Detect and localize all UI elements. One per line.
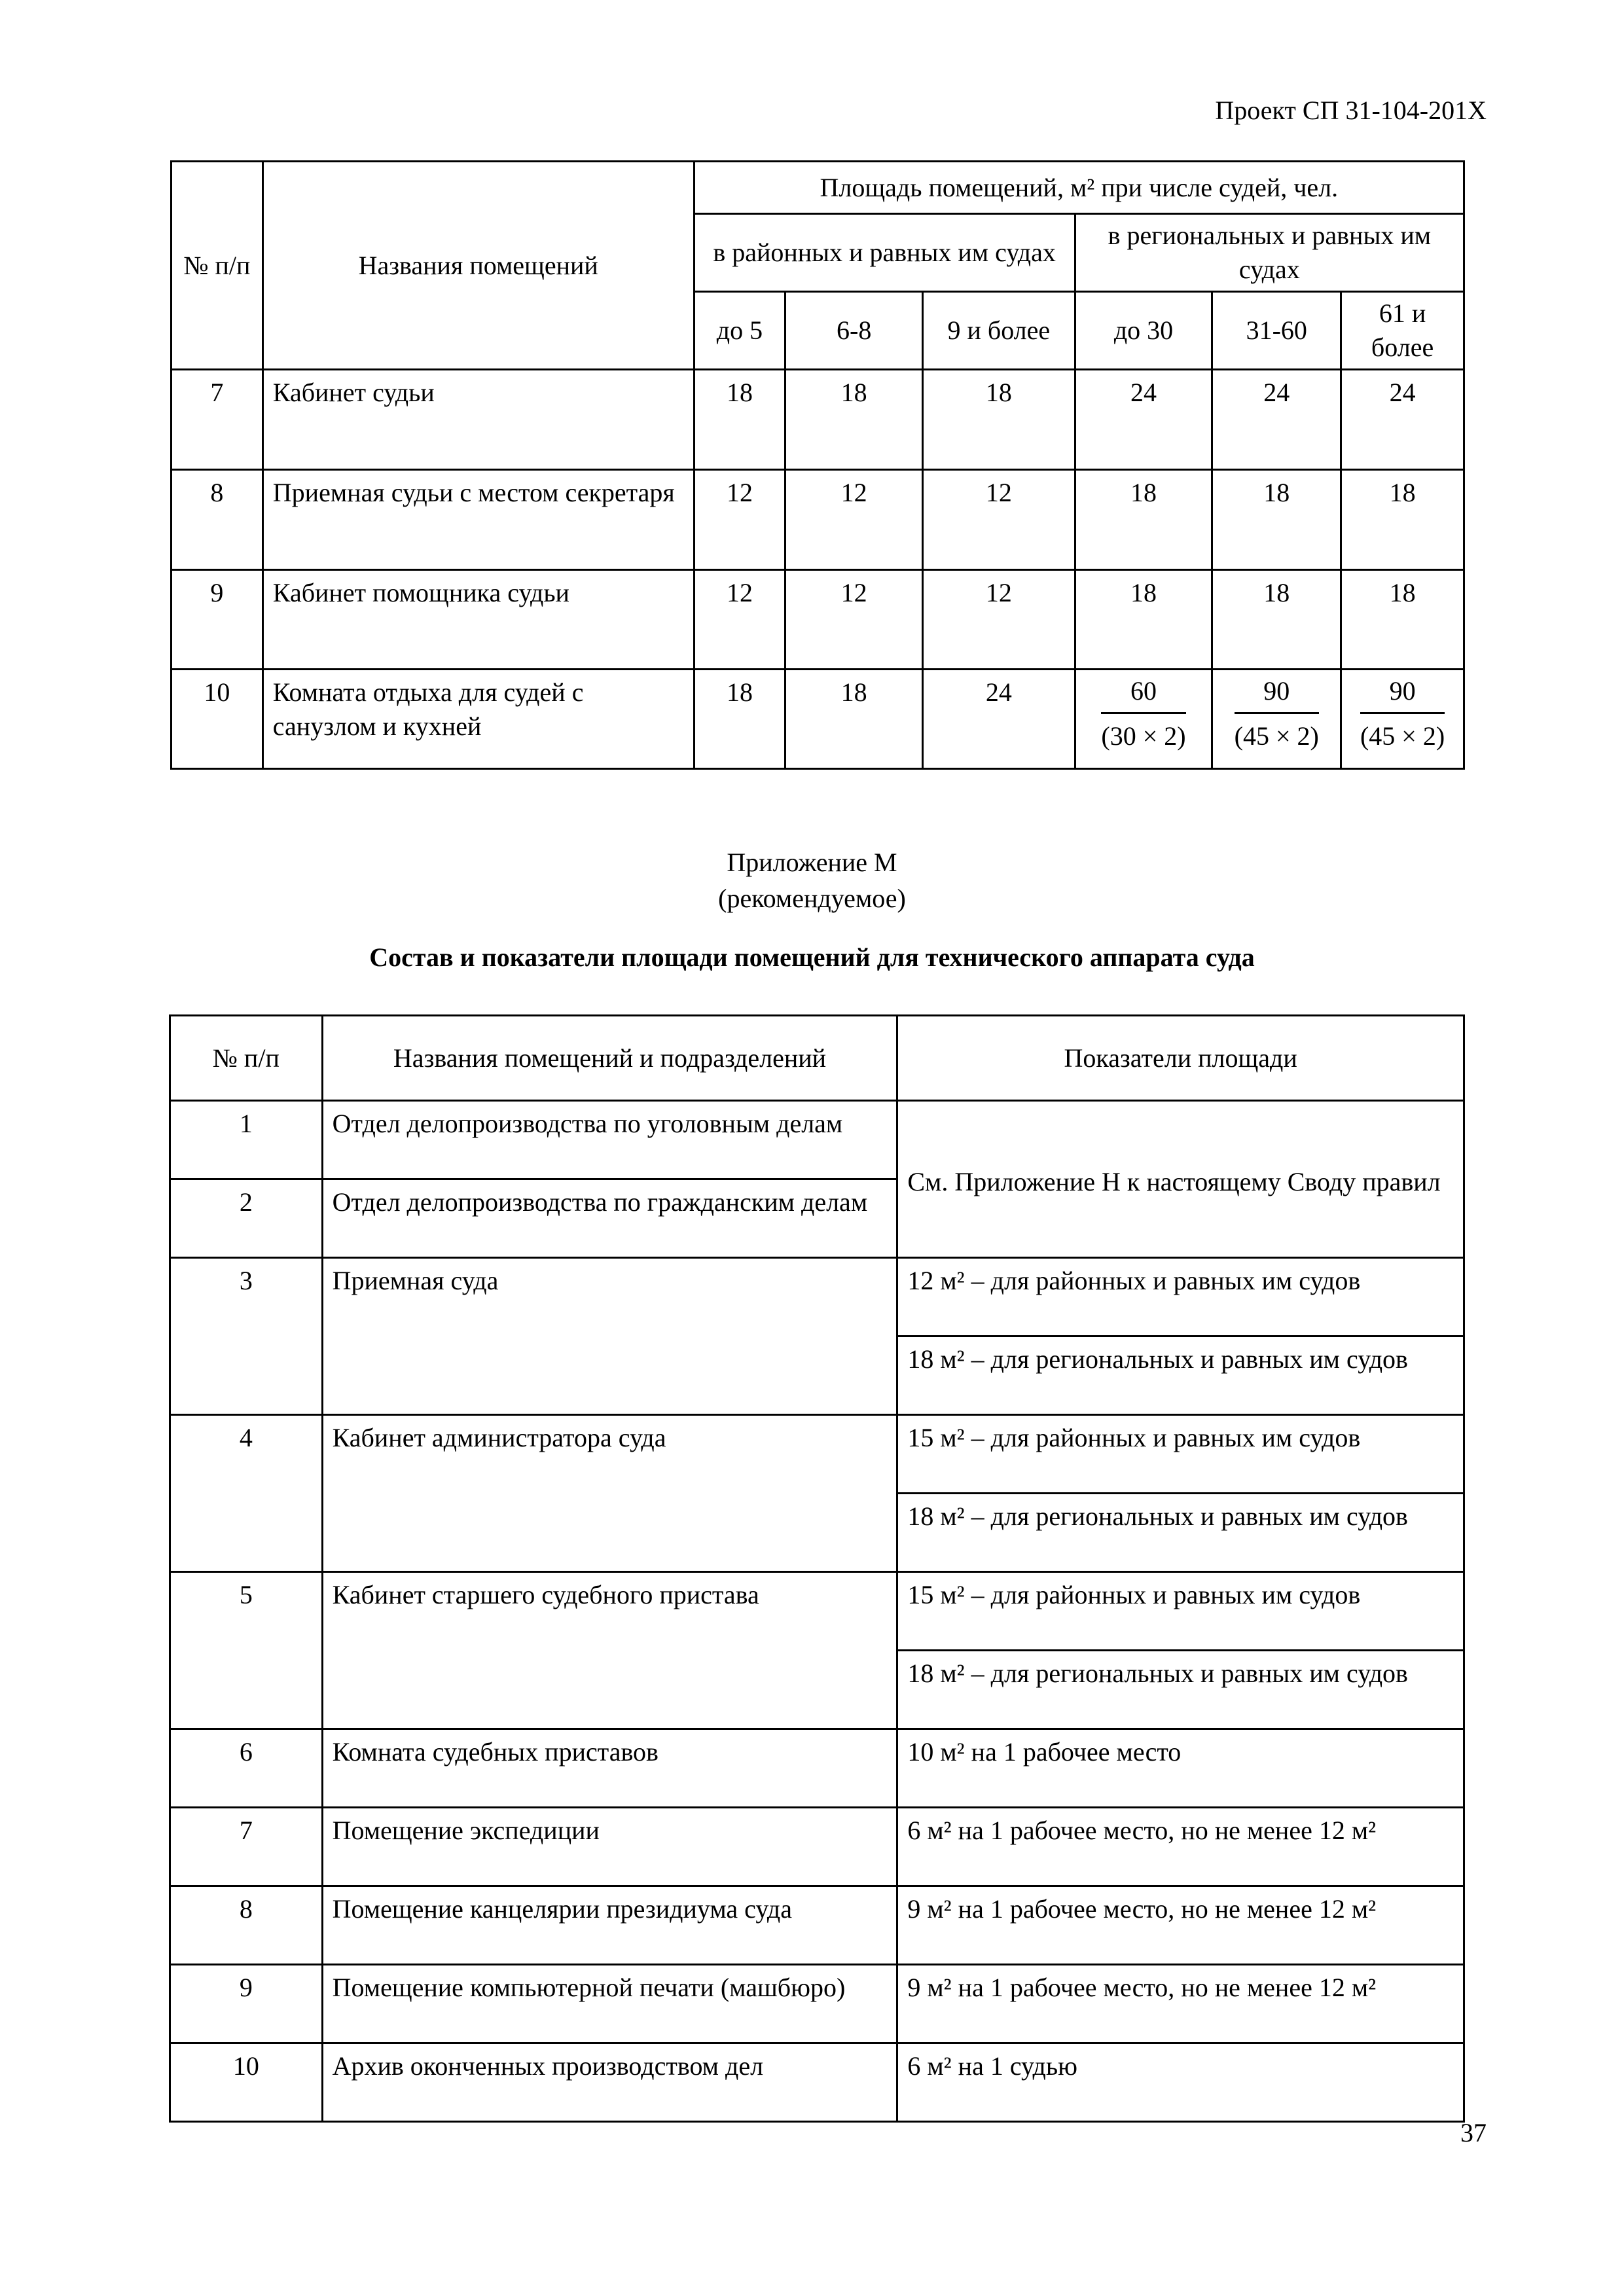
subcol-31-60: 31-60 [1212,292,1341,370]
area-indicator: 18 м² – для региональных и равных им судов [897,1494,1464,1572]
area-indicator: 12 м² – для районных и равных им судов [897,1258,1464,1336]
fraction-denominator: (30 × 2) [1101,721,1186,751]
table-row [170,1415,1464,1494]
running-header: Проект СП 31-104-201X [1215,96,1487,125]
area-value: 18 [785,670,923,769]
area-value: 24 [1075,370,1212,470]
area-indicator: 6 м² на 1 рабочее место, но не менее 12 м² [897,1808,1464,1886]
area-indicator: 6 м² на 1 судью [897,2043,1464,2122]
fraction-numerator: 90 [1360,673,1445,714]
row-number: 4 [170,1415,323,1572]
group-header-regional-courts: в региональных и равных им судах [1075,214,1464,292]
row-number: 10 [170,2043,323,2122]
appendix-subtitle: (рекомендуемое) [718,884,906,914]
room-name: Помещение канцелярии президиума суда [322,1886,897,1965]
area-value: 12 [922,570,1075,670]
appendix-heading [0,844,1624,916]
area-value: 18 [1212,570,1341,670]
room-name: Кабинет администратора суда [322,1415,897,1572]
room-name: Отдел делопроизводства по гражданским делам [322,1179,897,1258]
col-header-room-name: Названия помещений [262,162,694,370]
fraction-numerator: 60 [1101,673,1185,714]
row-number: 7 [171,370,263,470]
area-indicator: 18 м² – для региональных и равных им судов [897,1336,1464,1415]
room-name: Комната судебных приставов [322,1729,897,1808]
row-number: 8 [171,470,263,570]
row-number: 2 [170,1179,323,1258]
area-value: 18 [1341,470,1464,570]
page-number: 37 [1460,2118,1487,2147]
row-number: 9 [170,1965,323,2043]
table-row [171,670,1464,769]
area-indicator: 15 м² – для районных и равных им судов [897,1415,1464,1494]
area-fraction-cell [1341,670,1464,769]
room-name: Кабинет судьи [262,370,694,470]
row-number: 6 [170,1729,323,1808]
room-name: Помещение компьютерной печати (машбюро) [322,1965,897,2043]
room-name: Архив оконченных производством дел [322,2043,897,2122]
table-row [170,1572,1464,1651]
area-value: 18 [1212,470,1341,570]
room-name: Приемная судьи с местом секретаря [262,470,694,570]
row-number: 5 [170,1572,323,1729]
room-name: Кабинет помощника судьи [262,570,694,670]
col-header-number: № п/п [170,1016,323,1101]
fraction-numerator: 90 [1235,673,1319,714]
row-number: 1 [170,1101,323,1179]
room-name: Помещение экспедиции [322,1808,897,1886]
room-name: Приемная суда [322,1258,897,1415]
subcol-6-8: 6-8 [785,292,923,370]
area-indicator: См. Приложение Н к настоящему Своду правил [897,1101,1464,1258]
area-fraction [1101,673,1185,755]
table-row [170,1808,1464,1886]
table-title: Состав и показатели площади помещений для технического аппарата суда [369,942,1255,972]
area-indicator: 18 м² – для региональных и равных им судов [897,1651,1464,1729]
area-value: 24 [922,670,1075,769]
table-row [170,1886,1464,1965]
subcol-61-plus: 61 и более [1341,292,1464,370]
row-number: 10 [171,670,263,769]
row-number: 3 [170,1258,323,1415]
subcol-up-to-5: до 5 [694,292,785,370]
table-row [170,1258,1464,1336]
area-value: 12 [785,470,923,570]
area-indicator: 9 м² на 1 рабочее место, но не менее 12 м² [897,1886,1464,1965]
area-value: 18 [1341,570,1464,670]
table-row [171,370,1464,470]
table-row [171,470,1464,570]
area-fraction [1360,673,1445,755]
area-indicator: 9 м² на 1 рабочее место, но не менее 12 м² [897,1965,1464,2043]
area-value: 12 [694,470,785,570]
area-value: 18 [922,370,1075,470]
area-value: 24 [1212,370,1341,470]
area-fraction-cell [1212,670,1341,769]
room-name: Отдел делопроизводства по уголовным делам [322,1101,897,1179]
area-value: 12 [922,470,1075,570]
area-fraction-cell [1075,670,1212,769]
appendix-title: Приложение М [727,848,897,877]
group-header-district-courts: в районных и равных им судах [694,214,1075,292]
area-value: 18 [785,370,923,470]
area-fraction [1235,673,1319,755]
table-row [170,1965,1464,2043]
subcol-up-to-30: до 30 [1075,292,1212,370]
row-number: 8 [170,1886,323,1965]
area-indicator: 15 м² – для районных и равных им судов [897,1572,1464,1651]
table-row [170,1101,1464,1179]
area-value: 24 [1341,370,1464,470]
subcol-9-plus: 9 и более [922,292,1075,370]
area-indicator: 10 м² на 1 рабочее место [897,1729,1464,1808]
row-number: 9 [171,570,263,670]
area-value: 18 [694,370,785,470]
judges-rooms-area-table [170,160,1465,770]
room-name: Кабинет старшего судебного пристава [322,1572,897,1729]
fraction-denominator: (45 × 2) [1234,721,1319,751]
row-number: 7 [170,1808,323,1886]
fraction-denominator: (45 × 2) [1360,721,1445,751]
col-header-number: № п/п [171,162,263,370]
col-header-room-name: Названия помещений и подразделений [322,1016,897,1101]
area-value: 12 [694,570,785,670]
table-row [170,1729,1464,1808]
table-row [170,2043,1464,2122]
area-value: 18 [1075,570,1212,670]
area-value: 18 [1075,470,1212,570]
technical-staff-rooms-table [169,1014,1465,2123]
col-header-area: Площадь помещений, м² при числе судей, чел. [694,162,1464,214]
area-value: 18 [694,670,785,769]
room-name: Комната отдыха для судей с санузлом и кухней [262,670,694,769]
col-header-area-indicators: Показатели площади [897,1016,1464,1101]
table-row [171,570,1464,670]
area-value: 12 [785,570,923,670]
